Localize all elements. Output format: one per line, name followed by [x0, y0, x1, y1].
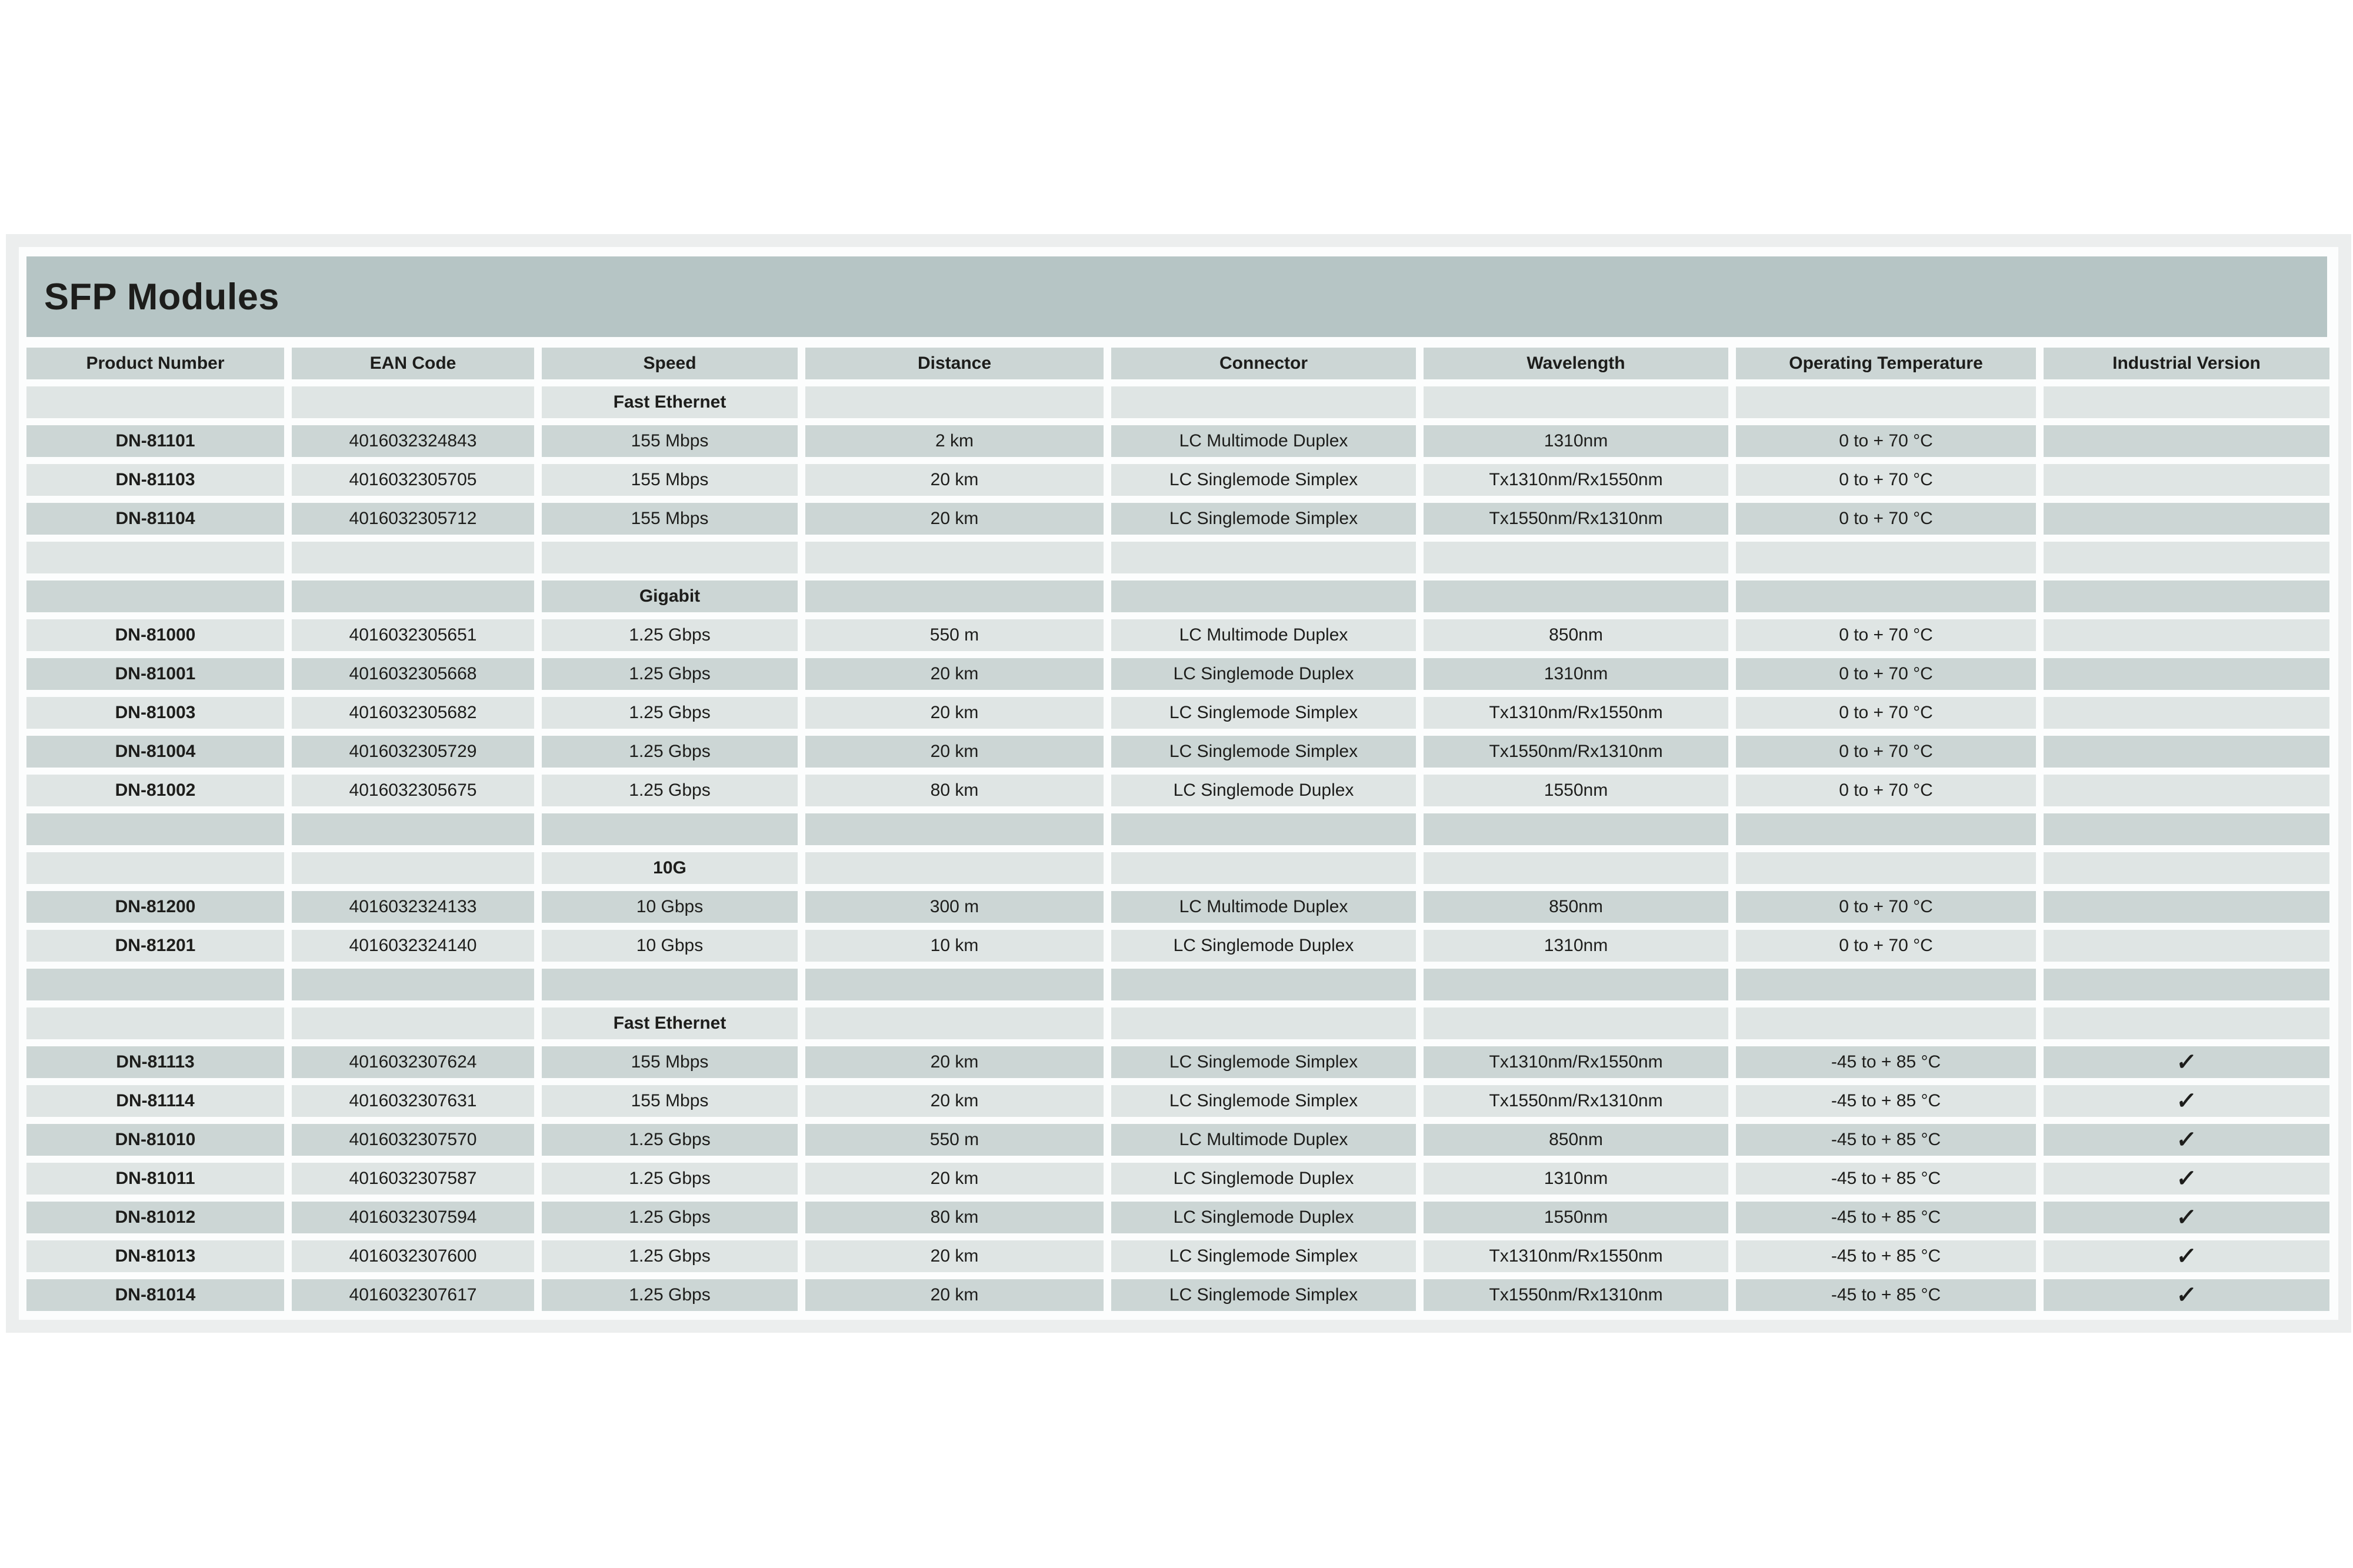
table-row-cell-distance: 20 km — [805, 1085, 1104, 1117]
table-row-cell-product: DN-81001 — [26, 658, 284, 690]
table-row-cell-ean: 4016032307631 — [292, 1085, 534, 1117]
table-row-cell-distance: 20 km — [805, 503, 1104, 535]
table-row-cell-connector: LC Singlemode Simplex — [1111, 1240, 1416, 1272]
table-row-cell-connector: LC Singlemode Simplex — [1111, 697, 1416, 729]
section-row-cell-connector — [1111, 852, 1416, 884]
table-row-cell-industrial — [2044, 930, 2329, 962]
section-label: Gigabit — [542, 581, 798, 612]
table-row-cell-temperature: 0 to + 70 °C — [1736, 658, 2036, 690]
blank-row-cell-ean — [292, 813, 534, 845]
table-row-cell-product: DN-81113 — [26, 1046, 284, 1078]
table-row-cell-wavelength: 1310nm — [1424, 658, 1728, 690]
table-row-cell-wavelength: Tx1310nm/Rx1550nm — [1424, 1046, 1728, 1078]
blank-row-cell-industrial — [2044, 813, 2329, 845]
table-row-cell-temperature: -45 to + 85 °C — [1736, 1202, 2036, 1233]
table-row-cell-ean: 4016032305668 — [292, 658, 534, 690]
blank-row-cell-industrial — [2044, 542, 2329, 573]
blank-row-cell-speed — [542, 969, 798, 1000]
table-row-cell-connector: LC Singlemode Duplex — [1111, 930, 1416, 962]
table-row-cell-industrial — [2044, 891, 2329, 923]
table-row-cell-product: DN-81010 — [26, 1124, 284, 1156]
section-row-cell-wavelength — [1424, 1007, 1728, 1039]
table-row-cell-speed: 1.25 Gbps — [542, 697, 798, 729]
table-row-cell-industrial — [2044, 1202, 2329, 1233]
table-row-cell-product: DN-81103 — [26, 464, 284, 496]
table-row-cell-product: DN-81013 — [26, 1240, 284, 1272]
section-row-cell-ean — [292, 852, 534, 884]
table-row-cell-product: DN-81002 — [26, 775, 284, 806]
blank-row-cell-speed — [542, 542, 798, 573]
table-row-cell-wavelength: Tx1550nm/Rx1310nm — [1424, 736, 1728, 768]
table-row-cell-connector: LC Singlemode Duplex — [1111, 775, 1416, 806]
table-row-cell-connector: LC Singlemode Duplex — [1111, 1163, 1416, 1195]
check-icon: ✓ — [2175, 1049, 2198, 1075]
section-row-cell-wavelength — [1424, 581, 1728, 612]
table-row-cell-speed: 1.25 Gbps — [542, 1163, 798, 1195]
table-row-cell-temperature: -45 to + 85 °C — [1736, 1163, 2036, 1195]
blank-row-cell-product — [26, 813, 284, 845]
table-row-cell-temperature: 0 to + 70 °C — [1736, 503, 2036, 535]
table-row-cell-wavelength: 850nm — [1424, 1124, 1728, 1156]
section-row-cell-ean — [292, 581, 534, 612]
section-row-cell-product — [26, 1007, 284, 1039]
section-row-cell-product — [26, 386, 284, 418]
table-row-cell-wavelength: Tx1310nm/Rx1550nm — [1424, 464, 1728, 496]
table-row-cell-distance: 20 km — [805, 1046, 1104, 1078]
table-row-cell-connector: LC Singlemode Simplex — [1111, 1046, 1416, 1078]
table-row-cell-product: DN-81014 — [26, 1279, 284, 1311]
table-row-cell-industrial — [2044, 1163, 2329, 1195]
table-row-cell-distance: 20 km — [805, 1279, 1104, 1311]
table-row-cell-speed: 1.25 Gbps — [542, 1124, 798, 1156]
table-row-cell-connector: LC Multimode Duplex — [1111, 619, 1416, 651]
table-row-cell-temperature: 0 to + 70 °C — [1736, 775, 2036, 806]
blank-row-cell-distance — [805, 813, 1104, 845]
table-row-cell-wavelength: 850nm — [1424, 891, 1728, 923]
table-row-cell-speed: 1.25 Gbps — [542, 619, 798, 651]
table-row-cell-ean: 4016032305675 — [292, 775, 534, 806]
table-row-cell-speed: 1.25 Gbps — [542, 1279, 798, 1311]
table-row-cell-product: DN-81104 — [26, 503, 284, 535]
column-header-temperature: Operating Temperature — [1736, 348, 2036, 379]
table-row-cell-industrial — [2044, 1124, 2329, 1156]
section-row-cell-temperature — [1736, 852, 2036, 884]
table-row-cell-wavelength: Tx1550nm/Rx1310nm — [1424, 1279, 1728, 1311]
column-header-ean: EAN Code — [292, 348, 534, 379]
table-row-cell-industrial — [2044, 464, 2329, 496]
blank-row-cell-wavelength — [1424, 542, 1728, 573]
table-row-cell-industrial — [2044, 619, 2329, 651]
table-row-cell-ean: 4016032307570 — [292, 1124, 534, 1156]
table-row-cell-temperature: -45 to + 85 °C — [1736, 1279, 2036, 1311]
section-row-cell-temperature — [1736, 581, 2036, 612]
table-row-cell-temperature: -45 to + 85 °C — [1736, 1046, 2036, 1078]
column-header-distance: Distance — [805, 348, 1104, 379]
table-row-cell-product: DN-81200 — [26, 891, 284, 923]
table-row-cell-temperature: 0 to + 70 °C — [1736, 425, 2036, 457]
table-row-cell-connector: LC Singlemode Simplex — [1111, 464, 1416, 496]
table-row-cell-wavelength: Tx1310nm/Rx1550nm — [1424, 697, 1728, 729]
section-row-cell-wavelength — [1424, 386, 1728, 418]
check-icon: ✓ — [2175, 1088, 2198, 1114]
table-row-cell-ean: 4016032324133 — [292, 891, 534, 923]
table-row-cell-industrial — [2044, 658, 2329, 690]
check-icon: ✓ — [2175, 1127, 2198, 1153]
table-title-bar — [26, 256, 2327, 337]
table-row-cell-speed: 1.25 Gbps — [542, 658, 798, 690]
section-row-cell-product — [26, 581, 284, 612]
table-row-cell-industrial — [2044, 1240, 2329, 1272]
table-row-cell-speed: 1.25 Gbps — [542, 1240, 798, 1272]
table-row-cell-speed: 1.25 Gbps — [542, 775, 798, 806]
table-row-cell-distance: 300 m — [805, 891, 1104, 923]
table-row-cell-distance: 10 km — [805, 930, 1104, 962]
table-row-cell-industrial — [2044, 697, 2329, 729]
blank-row-cell-temperature — [1736, 969, 2036, 1000]
table-row-cell-temperature: -45 to + 85 °C — [1736, 1085, 2036, 1117]
table-row-cell-product: DN-81101 — [26, 425, 284, 457]
section-row-cell-temperature — [1736, 1007, 2036, 1039]
table-row-cell-distance: 80 km — [805, 1202, 1104, 1233]
table-row-cell-distance: 550 m — [805, 1124, 1104, 1156]
section-row-cell-wavelength — [1424, 852, 1728, 884]
blank-row-cell-distance — [805, 969, 1104, 1000]
table-row-cell-wavelength: 850nm — [1424, 619, 1728, 651]
table-row-cell-ean: 4016032307600 — [292, 1240, 534, 1272]
table-row-cell-connector: LC Multimode Duplex — [1111, 891, 1416, 923]
table-row-cell-speed: 155 Mbps — [542, 425, 798, 457]
table-row-cell-ean: 4016032307624 — [292, 1046, 534, 1078]
table-row-cell-speed: 155 Mbps — [542, 464, 798, 496]
check-icon: ✓ — [2175, 1282, 2198, 1308]
table-row-cell-connector: LC Multimode Duplex — [1111, 425, 1416, 457]
table-row-cell-wavelength: Tx1550nm/Rx1310nm — [1424, 503, 1728, 535]
table-row-cell-connector: LC Singlemode Simplex — [1111, 1279, 1416, 1311]
check-icon: ✓ — [2175, 1205, 2198, 1230]
section-row-cell-ean — [292, 386, 534, 418]
table-row-cell-distance: 2 km — [805, 425, 1104, 457]
table-row-cell-distance: 20 km — [805, 464, 1104, 496]
table-row-cell-ean: 4016032307594 — [292, 1202, 534, 1233]
blank-row-cell-product — [26, 542, 284, 573]
table-row-cell-industrial — [2044, 775, 2329, 806]
blank-row-cell-wavelength — [1424, 813, 1728, 845]
table-row-cell-industrial — [2044, 503, 2329, 535]
table-row-cell-product: DN-81004 — [26, 736, 284, 768]
table-row-cell-wavelength: 1310nm — [1424, 425, 1728, 457]
table-row-cell-speed: 1.25 Gbps — [542, 1202, 798, 1233]
table-row-cell-wavelength: 1310nm — [1424, 930, 1728, 962]
section-label: Fast Ethernet — [542, 1007, 798, 1039]
blank-row-cell-temperature — [1736, 542, 2036, 573]
page-title: SFP Modules — [44, 276, 279, 318]
table-row-cell-distance: 550 m — [805, 619, 1104, 651]
table-row-cell-temperature: 0 to + 70 °C — [1736, 891, 2036, 923]
blank-row-cell-distance — [805, 542, 1104, 573]
table-row-cell-temperature: -45 to + 85 °C — [1736, 1124, 2036, 1156]
table-row-cell-industrial — [2044, 736, 2329, 768]
table-row-cell-product: DN-81011 — [26, 1163, 284, 1195]
table-row-cell-distance: 20 km — [805, 658, 1104, 690]
table-row-cell-industrial — [2044, 1046, 2329, 1078]
table-row-cell-temperature: 0 to + 70 °C — [1736, 736, 2036, 768]
table-row-cell-speed: 1.25 Gbps — [542, 736, 798, 768]
table-row-cell-ean: 4016032305729 — [292, 736, 534, 768]
table-row-cell-ean: 4016032307617 — [292, 1279, 534, 1311]
table-row-cell-ean: 4016032305705 — [292, 464, 534, 496]
section-row-cell-connector — [1111, 581, 1416, 612]
table-row-cell-industrial — [2044, 1085, 2329, 1117]
table-row-cell-product: DN-81201 — [26, 930, 284, 962]
table-row-cell-wavelength: 1550nm — [1424, 775, 1728, 806]
table-row-cell-wavelength: 1310nm — [1424, 1163, 1728, 1195]
section-row-cell-connector — [1111, 386, 1416, 418]
section-row-cell-distance — [805, 1007, 1104, 1039]
blank-row-cell-connector — [1111, 969, 1416, 1000]
check-icon: ✓ — [2175, 1166, 2198, 1192]
blank-row-cell-product — [26, 969, 284, 1000]
table-row-cell-wavelength: Tx1550nm/Rx1310nm — [1424, 1085, 1728, 1117]
table-row-cell-temperature: -45 to + 85 °C — [1736, 1240, 2036, 1272]
table-row-cell-product: DN-81003 — [26, 697, 284, 729]
blank-row-cell-ean — [292, 542, 534, 573]
table-row-cell-temperature: 0 to + 70 °C — [1736, 464, 2036, 496]
blank-row-cell-industrial — [2044, 969, 2329, 1000]
table-row-cell-connector: LC Singlemode Simplex — [1111, 503, 1416, 535]
blank-row-cell-connector — [1111, 542, 1416, 573]
table-row-cell-speed: 10 Gbps — [542, 891, 798, 923]
section-row-cell-distance — [805, 852, 1104, 884]
column-header-product: Product Number — [26, 348, 284, 379]
table-row-cell-connector: LC Singlemode Simplex — [1111, 736, 1416, 768]
table-row-cell-ean: 4016032324140 — [292, 930, 534, 962]
column-header-connector: Connector — [1111, 348, 1416, 379]
sfp-modules-table — [26, 348, 2327, 1311]
table-row-cell-ean: 4016032324843 — [292, 425, 534, 457]
blank-row-cell-temperature — [1736, 813, 2036, 845]
check-icon: ✓ — [2175, 1243, 2198, 1269]
table-row-cell-connector: LC Multimode Duplex — [1111, 1124, 1416, 1156]
section-row-cell-temperature — [1736, 386, 2036, 418]
table-row-cell-industrial — [2044, 425, 2329, 457]
section-row-cell-product — [26, 852, 284, 884]
section-label: Fast Ethernet — [542, 386, 798, 418]
table-row-cell-connector: LC Singlemode Simplex — [1111, 1085, 1416, 1117]
table-row-cell-distance: 20 km — [805, 697, 1104, 729]
table-row-cell-distance: 20 km — [805, 1240, 1104, 1272]
section-row-cell-distance — [805, 386, 1104, 418]
blank-row-cell-connector — [1111, 813, 1416, 845]
blank-row-cell-wavelength — [1424, 969, 1728, 1000]
blank-row-cell-speed — [542, 813, 798, 845]
table-row-cell-distance: 20 km — [805, 1163, 1104, 1195]
table-row-cell-ean: 4016032307587 — [292, 1163, 534, 1195]
section-label: 10G — [542, 852, 798, 884]
table-row-cell-temperature: 0 to + 70 °C — [1736, 930, 2036, 962]
section-row-cell-industrial — [2044, 386, 2329, 418]
table-row-cell-wavelength: 1550nm — [1424, 1202, 1728, 1233]
table-row-cell-speed: 155 Mbps — [542, 1085, 798, 1117]
table-row-cell-ean: 4016032305651 — [292, 619, 534, 651]
table-row-cell-product: DN-81114 — [26, 1085, 284, 1117]
column-header-industrial: Industrial Version — [2044, 348, 2329, 379]
table-row-cell-temperature: 0 to + 70 °C — [1736, 697, 2036, 729]
table-row-cell-product: DN-81012 — [26, 1202, 284, 1233]
table-row-cell-distance: 80 km — [805, 775, 1104, 806]
column-header-speed: Speed — [542, 348, 798, 379]
section-row-cell-connector — [1111, 1007, 1416, 1039]
column-header-wavelength: Wavelength — [1424, 348, 1728, 379]
table-row-cell-speed: 155 Mbps — [542, 503, 798, 535]
table-row-cell-connector: LC Singlemode Duplex — [1111, 1202, 1416, 1233]
table-row-cell-product: DN-81000 — [26, 619, 284, 651]
sfp-modules-section — [26, 256, 2327, 1311]
section-row-cell-ean — [292, 1007, 534, 1039]
table-row-cell-speed: 155 Mbps — [542, 1046, 798, 1078]
table-row-cell-temperature: 0 to + 70 °C — [1736, 619, 2036, 651]
section-row-cell-industrial — [2044, 581, 2329, 612]
table-row-cell-ean: 4016032305682 — [292, 697, 534, 729]
section-row-cell-distance — [805, 581, 1104, 612]
table-row-cell-ean: 4016032305712 — [292, 503, 534, 535]
blank-row-cell-ean — [292, 969, 534, 1000]
table-row-cell-wavelength: Tx1310nm/Rx1550nm — [1424, 1240, 1728, 1272]
table-row-cell-distance: 20 km — [805, 736, 1104, 768]
section-row-cell-industrial — [2044, 1007, 2329, 1039]
table-row-cell-connector: LC Singlemode Duplex — [1111, 658, 1416, 690]
section-row-cell-industrial — [2044, 852, 2329, 884]
table-row-cell-speed: 10 Gbps — [542, 930, 798, 962]
table-row-cell-industrial — [2044, 1279, 2329, 1311]
